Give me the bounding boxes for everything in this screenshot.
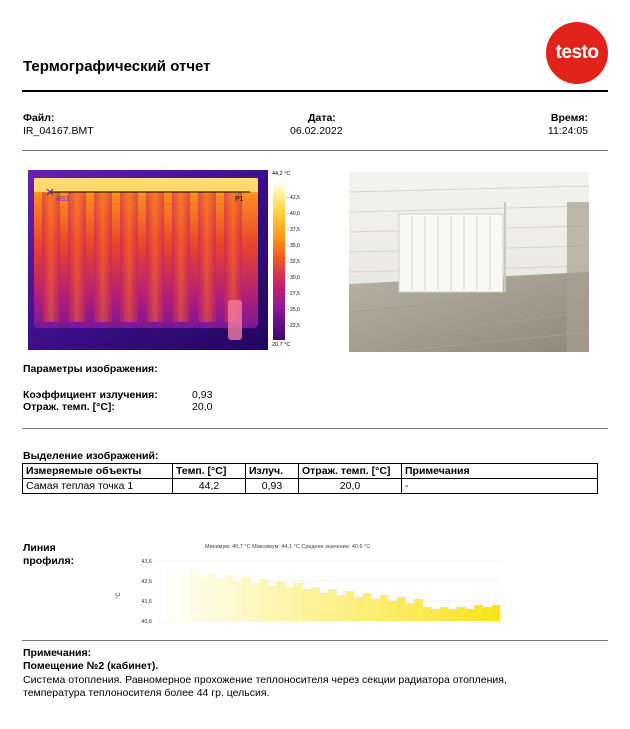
profile-bar — [319, 593, 328, 621]
scale-tick-label: - 42,5 — [287, 195, 300, 201]
notes-line2: температура теплоносителя более 44 гр. цельсия. — [23, 687, 270, 699]
y-tick-label: 42,6 — [141, 579, 152, 585]
profile-bar — [414, 599, 423, 621]
emissivity-label: Коэффициент излучения: — [23, 389, 158, 401]
profile-bar — [190, 569, 199, 621]
profile-bar — [354, 597, 363, 621]
table-cell: 44,2 — [173, 479, 246, 494]
profile-chart — [110, 555, 510, 630]
notes-heading: Примечания: — [23, 647, 92, 659]
profile-bar — [448, 609, 457, 621]
testo-logo: testo — [546, 22, 608, 84]
color-scale-bar — [273, 181, 285, 340]
table-cell: - — [402, 479, 598, 494]
date-value: 06.02.2022 — [290, 125, 343, 137]
y-tick-label: 41,6 — [141, 599, 152, 605]
y-tick-label: 43,6 — [141, 559, 152, 565]
scale-tick-label: - 30,0 — [287, 275, 300, 281]
profile-bar — [199, 577, 208, 621]
profile-bar — [268, 585, 277, 621]
date-label: Дата: — [308, 112, 336, 124]
column-header: Измеряемые объекты — [23, 464, 173, 479]
color-scale-ticks — [287, 181, 317, 340]
scale-tick-label: - 27,5 — [287, 291, 300, 297]
profile-bar — [397, 597, 406, 621]
time-label: Время: — [550, 112, 588, 124]
profile-label-line1: Линия — [23, 542, 56, 554]
table-row — [23, 479, 598, 494]
profile-stats: Минимум: 40,7 °C Максимум: 44,1 °C Среднее значение: 40,6 °C — [205, 544, 371, 550]
profile-bar — [302, 589, 311, 621]
profile-bar — [285, 587, 294, 621]
reflected-temp-label: Отраж. темп. [°C]: — [23, 401, 115, 413]
profile-bar — [208, 573, 217, 621]
profile-point-label: P1 — [235, 196, 244, 203]
column-header: Излуч. — [246, 464, 299, 479]
profile-bar — [251, 583, 260, 621]
profile-bar — [380, 595, 389, 621]
profile-bar — [225, 575, 234, 621]
y-axis-label: °C — [116, 592, 122, 599]
scale-tick-label: - 25,0 — [287, 307, 300, 313]
scale-max-label: 44,2 °C — [272, 171, 291, 177]
profile-bar — [371, 599, 380, 621]
table-cell: 20,0 — [299, 479, 402, 494]
profile-bar — [173, 573, 182, 621]
profile-bar — [156, 571, 165, 621]
time-value: 11:24:05 — [547, 125, 588, 137]
image-params-heading: Параметры изображения: — [23, 363, 158, 375]
scale-min-label: 20,7 °C — [272, 342, 291, 348]
profile-bar — [328, 589, 337, 621]
profile-bar — [345, 591, 354, 621]
meta-divider — [22, 150, 608, 151]
radiator-photo — [349, 172, 589, 352]
hotspot-label: HS1 — [56, 196, 70, 203]
profile-bar — [165, 567, 174, 621]
scale-tick-label: - 32,5 — [287, 259, 300, 265]
column-header: Отраж. темп. [°C] — [299, 464, 402, 479]
profile-bar — [466, 609, 475, 621]
scale-tick-label: - 35,0 — [287, 243, 300, 249]
notes-line1: Система отопления. Равномерное прохожение теплоносителя через секции радиатора отопления, — [23, 674, 507, 686]
selection-heading: Выделение изображений: — [23, 450, 159, 462]
profile-bar — [491, 605, 500, 621]
profile-bar — [457, 607, 466, 621]
profile-bar — [216, 579, 225, 621]
profile-bar — [388, 601, 397, 621]
thermal-image — [28, 170, 268, 350]
profile-bar — [423, 607, 432, 621]
profile-bar — [405, 603, 414, 621]
profile-bar — [483, 607, 492, 621]
column-header: Темп. [°C] — [173, 464, 246, 479]
profile-bar — [431, 609, 440, 621]
profile-bar — [474, 605, 483, 621]
table-header-row — [23, 464, 598, 479]
profile-bar — [362, 593, 371, 621]
scale-tick-label: - 22,5 — [287, 323, 300, 329]
profile-bar — [242, 577, 251, 621]
profile-bar — [311, 587, 320, 621]
params-divider — [22, 428, 608, 429]
file-label: Файл: — [23, 112, 55, 124]
profile-bar — [182, 575, 191, 621]
profile-bar — [294, 583, 303, 621]
scale-tick-label: - 37,5 — [287, 227, 300, 233]
column-header: Примечания — [402, 464, 598, 479]
profile-label-line2: профиля: — [23, 555, 75, 567]
reflected-temp-value: 20,0 — [192, 401, 213, 413]
profile-divider — [22, 640, 608, 641]
scale-tick-label: - 40,0 — [287, 211, 300, 217]
selection-table — [22, 463, 598, 494]
profile-bar — [440, 607, 449, 621]
profile-bar — [259, 579, 268, 621]
profile-bar — [337, 595, 346, 621]
table-cell: 0,93 — [246, 479, 299, 494]
notes-room: Помещение №2 (кабинет). — [23, 660, 159, 672]
y-tick-label: 40,6 — [141, 619, 152, 625]
report-title: Термографический отчет — [23, 58, 211, 75]
profile-bar — [233, 581, 242, 621]
table-cell: Самая теплая точка 1 — [23, 479, 173, 494]
emissivity-value: 0,93 — [192, 389, 213, 401]
profile-bar — [276, 581, 285, 621]
header-divider — [22, 90, 608, 92]
file-value: IR_04167.BMT — [23, 125, 94, 137]
